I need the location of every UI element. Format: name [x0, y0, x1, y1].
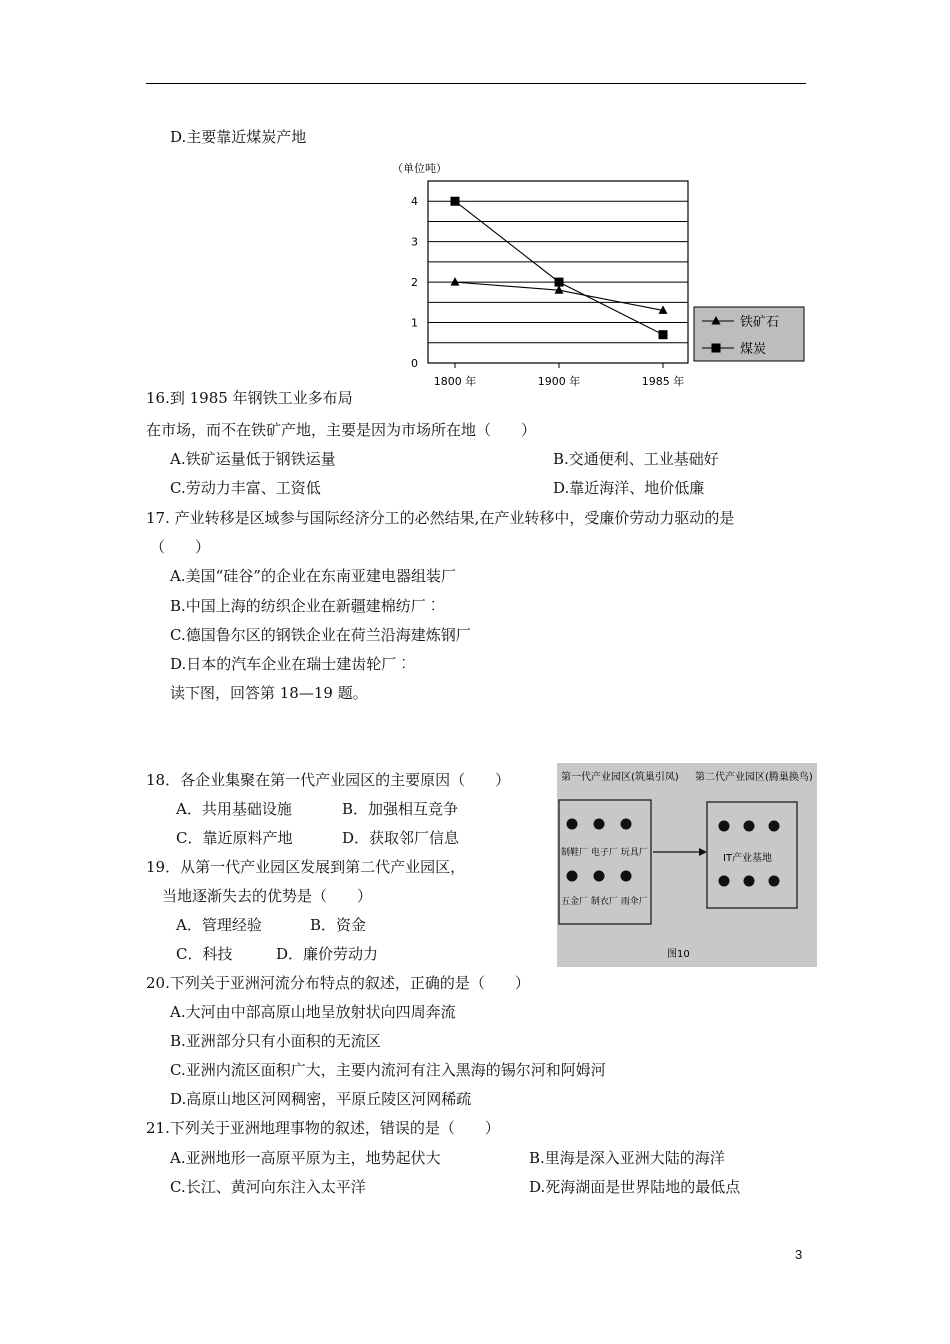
- q16-line1: 16.到 1985 年钢铁工业多布局: [146, 389, 353, 407]
- diagram-title-gen1: 第一代产业园区(筑巢引凤): [561, 772, 679, 783]
- diagram-title-gen2: 第二代产业园区(腾巢换鸟): [695, 772, 813, 783]
- option-d-prev: D.主要靠近煤炭产地: [170, 128, 307, 146]
- legend-marker-1: [712, 344, 721, 353]
- q17-option-d: D.日本的汽车企业在瑞士建齿轮厂︰: [170, 655, 412, 673]
- diagram-caption: 图10: [667, 949, 690, 960]
- it-dot: [719, 821, 730, 832]
- q18-option-b: B．加强相互竞争: [342, 800, 459, 818]
- factory-dot: [567, 871, 578, 882]
- q19-option-a: A．管理经验: [176, 916, 262, 934]
- q18-stem: 18．各企业集聚在第一代产业园区的主要原因（ ）: [146, 771, 511, 789]
- x-tick-label: 1985 年: [641, 375, 685, 388]
- q17-line1: 17. 产业转移是区域参与国际经济分工的必然结果,在产业转移中，受廉价劳动力驱动的是: [146, 509, 735, 527]
- q20-option-c: C.亚洲内流区面积广大，主要内流河有注入黑海的锡尔河和阿姆河: [170, 1061, 606, 1079]
- y-tick-label: 4: [411, 195, 418, 209]
- q21-option-a: A.亚洲地形一高原平原为主，地势起伏大: [170, 1149, 441, 1167]
- q19-option-d: D．廉价劳动力: [276, 945, 379, 963]
- factory-labels-row2: 五金厂 制衣厂 雨伞厂: [561, 897, 648, 907]
- q16-option-c: C.劳动力丰富、工资低: [170, 479, 321, 497]
- data-point-0: [451, 277, 460, 286]
- q20-option-a: A.大河由中部高原山地呈放射状向四周奔流: [170, 1003, 456, 1021]
- read-instruction: 读下图，回答第 18—19 题。: [170, 684, 368, 702]
- factory-dot: [594, 871, 605, 882]
- q16-option-a: A.铁矿运量低于钢铁运量: [170, 450, 336, 468]
- q21-stem: 21.下列关于亚洲地理事物的叙述，错误的是（ ）: [146, 1119, 500, 1137]
- chart-ylabel: （单位吨）: [392, 162, 447, 175]
- industrial-park-diagram: [557, 763, 817, 967]
- data-point-1: [659, 330, 668, 339]
- q19-option-c: C．科技: [176, 945, 233, 963]
- q17-option-b: B.中国上海的纺织企业在新疆建棉纺厂︰: [170, 597, 441, 615]
- diagram-background: [557, 763, 817, 967]
- q19-line1: 19．从第一代产业园区发展到第二代产业园区，: [146, 858, 466, 876]
- q21-option-c: C.长江、黄河向东注入太平洋: [170, 1178, 366, 1196]
- q20-stem: 20.下列关于亚洲河流分布特点的叙述，正确的是（ ）: [146, 974, 530, 992]
- factory-dot: [567, 819, 578, 830]
- factory-dot: [594, 819, 605, 830]
- q20-option-d: D.高原山地区河网稠密，平原丘陵区河网稀疏: [170, 1090, 472, 1108]
- q16-option-b: B.交通便利、工业基础好: [553, 450, 719, 468]
- q19-line2: 当地逐渐失去的优势是（ ）: [162, 887, 373, 905]
- q17-option-a: A.美国“硅谷”的企业在东南亚建电器组装厂: [170, 567, 456, 585]
- it-dot: [769, 821, 780, 832]
- q17-line2: （ ）: [150, 538, 211, 556]
- q16-option-d: D.靠近海洋、地价低廉: [553, 479, 705, 497]
- y-tick-label: 1: [411, 316, 418, 330]
- q21-option-d: D.死海湖面是世界陆地的最低点: [529, 1178, 741, 1196]
- factory-dot: [621, 819, 632, 830]
- q18-option-a: A．共用基础设施: [176, 800, 292, 818]
- y-tick-label: 2: [411, 276, 418, 290]
- it-dot: [744, 876, 755, 887]
- it-dot: [719, 876, 730, 887]
- it-base-label: IT产业基地: [723, 853, 773, 864]
- data-point-1: [451, 197, 460, 206]
- plot-frame: [428, 181, 688, 363]
- q21-option-b: B.里海是深入亚洲大陆的海洋: [529, 1149, 725, 1167]
- factory-dot: [621, 871, 632, 882]
- y-tick-label: 0: [411, 357, 418, 370]
- x-tick-label: 1800 年: [433, 375, 477, 388]
- q20-option-b: B.亚洲部分只有小面积的无流区: [170, 1032, 381, 1050]
- legend-label-0: 铁矿石: [740, 315, 780, 330]
- data-point-1: [555, 278, 564, 287]
- q16-line2: 在市场，而不在铁矿产地，主要是因为市场所在地（ ）: [146, 421, 537, 439]
- factory-labels-row1: 制鞋厂 电子厂 玩具厂: [561, 848, 648, 858]
- it-dot: [744, 821, 755, 832]
- q17-option-c: C.德国鲁尔区的钢铁企业在荷兰沿海建炼钢厂: [170, 626, 471, 644]
- header-rule: [146, 83, 806, 84]
- q18-option-c: C．靠近原料产地: [176, 829, 293, 847]
- page-number: 3: [795, 1247, 803, 1262]
- x-tick-label: 1900 年: [537, 375, 581, 388]
- y-tick-label: 3: [411, 235, 418, 249]
- steel-chart: [390, 155, 810, 395]
- q19-option-b: B．资金: [310, 916, 367, 934]
- q18-option-d: D．获取邻厂信息: [342, 829, 460, 847]
- legend-label-1: 煤炭: [740, 342, 767, 357]
- it-dot: [769, 876, 780, 887]
